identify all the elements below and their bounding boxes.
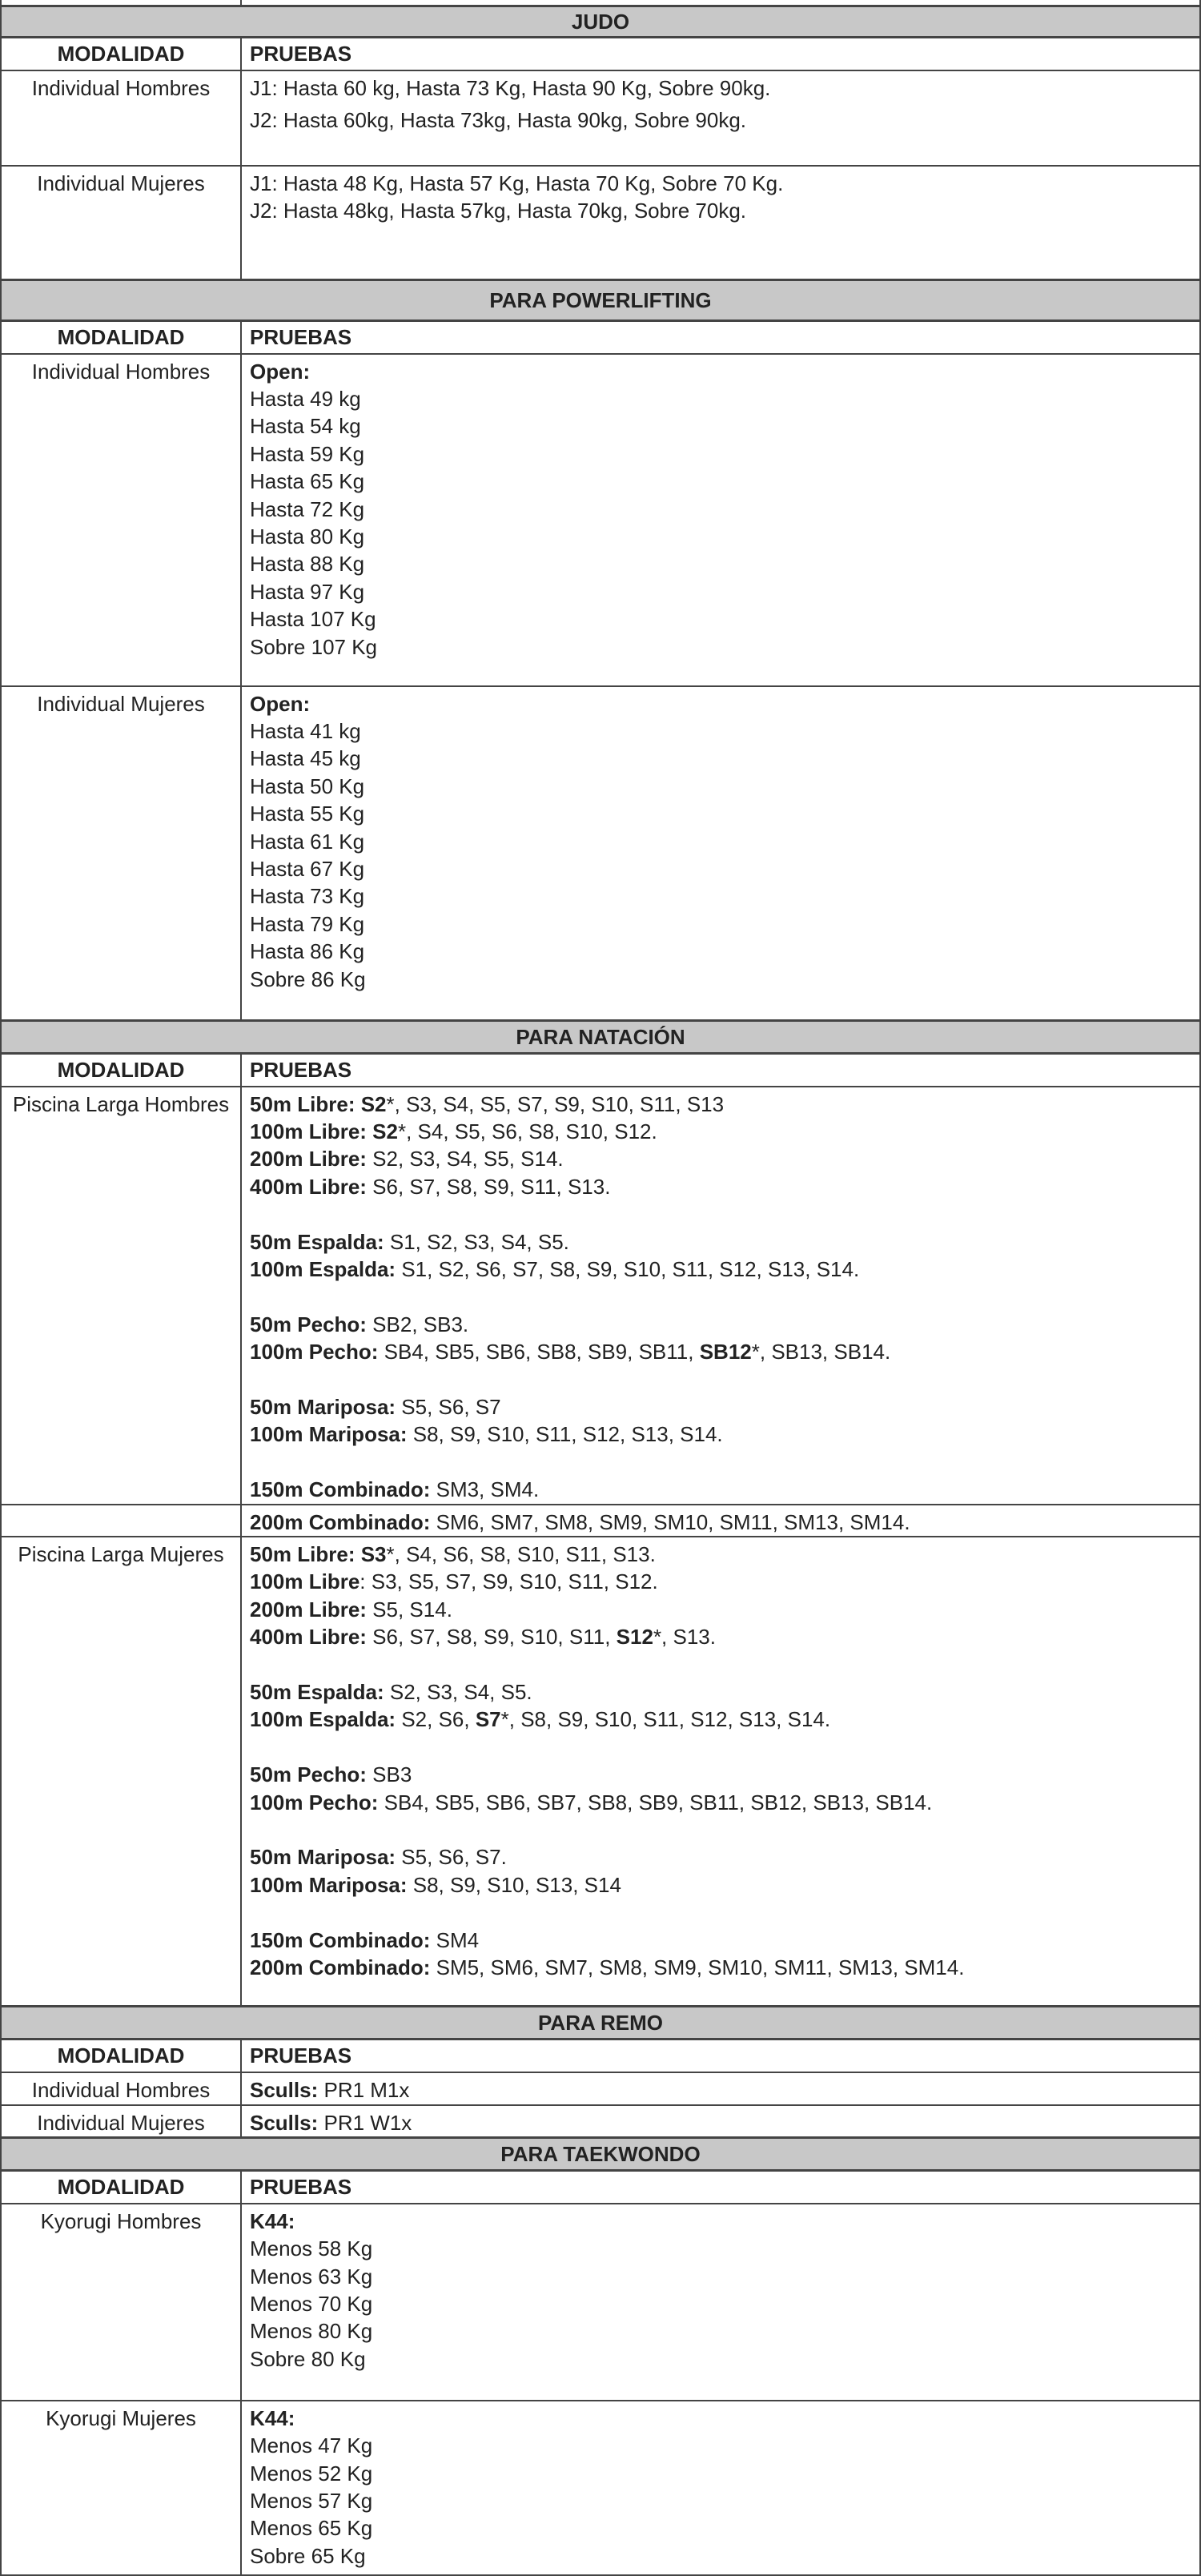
- event-line: [250, 1200, 1191, 1228]
- event-text: SB4, SB5, SB6, SB8, SB9, SB11,: [378, 1340, 700, 1364]
- modalidad-cell: Piscina Larga Mujeres: [1, 1537, 241, 2007]
- modalidad-cell: Piscina Larga Hombres: [1, 1087, 241, 1505]
- event-line: [250, 1228, 1191, 1256]
- previous-row-continuation: [1, 0, 1200, 6]
- event-text: S2, S3, S4, S5.: [384, 1679, 532, 1704]
- table-row: [1, 2401, 1200, 2575]
- event-line: [250, 1734, 1191, 1761]
- event-label: SB12: [699, 1340, 752, 1364]
- event-line: [250, 2432, 1191, 2459]
- event-text: Sobre 65 Kg: [250, 2543, 366, 2568]
- event-line: [250, 1871, 1191, 1899]
- event-label: 200m Combinado:: [250, 1955, 431, 1979]
- event-text: Hasta 67 Kg: [250, 856, 365, 881]
- event-line: [250, 523, 1191, 550]
- section-title: PARA POWERLIFTING: [1, 280, 1200, 321]
- event-line: [250, 1091, 1191, 1118]
- event-text: Hasta 80 Kg: [250, 524, 365, 549]
- section-header-judo: [1, 6, 1200, 38]
- event-label: 100m Mariposa:: [250, 1872, 408, 1897]
- event-line: [250, 1338, 1191, 1365]
- event-text: Menos 65 Kg: [250, 2516, 373, 2541]
- event-line: [250, 1789, 1191, 1816]
- event-line: [250, 605, 1191, 633]
- event-line: [250, 1476, 1191, 1503]
- section-header-para-powerlifting: [1, 280, 1200, 321]
- event-label: 50m Espalda:: [250, 1679, 384, 1704]
- event-line: [250, 745, 1191, 772]
- event-line: [250, 1118, 1191, 1145]
- event-text: *, S3, S4, S5, S7, S9, S10, S11, S13: [386, 1091, 725, 1116]
- event-label: 150m Combinado:: [250, 1477, 431, 1502]
- event-line: [250, 385, 1191, 412]
- table-row: [1, 2204, 1200, 2401]
- pruebas-cell: [241, 354, 1200, 686]
- event-line: [250, 2263, 1191, 2290]
- event-line: [250, 1927, 1191, 1954]
- event-line: [250, 2109, 1191, 2136]
- event-text: SM6, SM7, SM8, SM9, SM10, SM11, SM13, SM14.: [430, 1509, 910, 1534]
- table-row: [1, 2105, 1200, 2138]
- event-line: [250, 882, 1191, 910]
- event-line: [250, 828, 1191, 855]
- event-line: [250, 468, 1191, 495]
- event-text: J2: Hasta 48kg, Hasta 57kg, Hasta 70kg, Sobre 70kg.: [250, 198, 747, 223]
- event-text: J1: Hasta 48 Kg, Hasta 57 Kg, Hasta 70 Kg, Sobre 70 Kg.: [250, 171, 784, 195]
- event-label: S12: [616, 1625, 653, 1650]
- event-line: [250, 2405, 1191, 2432]
- event-line: [250, 1366, 1191, 1393]
- event-text: S2, S3, S4, S5, S14.: [366, 1147, 564, 1171]
- event-line: [250, 633, 1191, 661]
- event-text: S1, S2, S3, S4, S5.: [384, 1229, 569, 1254]
- event-text: S6, S7, S8, S9, S10, S11,: [366, 1625, 617, 1650]
- pruebas-cell: [241, 2204, 1200, 2401]
- column-header-pruebas: PRUEBAS: [241, 2171, 1200, 2204]
- event-line: [250, 1568, 1191, 1595]
- event-line: [250, 1256, 1191, 1283]
- event-label: Open:: [250, 359, 311, 384]
- event-text: SB2, SB3.: [366, 1312, 469, 1336]
- column-header-row: [1, 2171, 1200, 2204]
- pruebas-cell: [241, 166, 1200, 280]
- event-text: Hasta 79 Kg: [250, 911, 365, 936]
- event-label: 50m Mariposa:: [250, 1845, 396, 1870]
- column-header-row: [1, 38, 1200, 70]
- event-line: [250, 1421, 1191, 1448]
- event-text: Hasta 88 Kg: [250, 552, 365, 577]
- event-text: *, S4, S5, S6, S8, S10, S12.: [397, 1119, 657, 1143]
- event-line: [250, 2076, 1191, 2104]
- pruebas-cell: [241, 2072, 1200, 2105]
- table-row: [1, 1537, 1200, 2007]
- section-title: PARA REMO: [1, 2007, 1200, 2040]
- event-label: 50m Pecho:: [250, 1312, 367, 1336]
- event-text: Hasta 86 Kg: [250, 939, 365, 964]
- event-label: 100m Mariposa:: [250, 1422, 408, 1447]
- event-line: [250, 1596, 1191, 1623]
- event-text: Hasta 107 Kg: [250, 607, 376, 632]
- column-header-pruebas: PRUEBAS: [241, 1054, 1200, 1087]
- event-line: [250, 773, 1191, 800]
- cell: [241, 0, 1200, 6]
- pruebas-cell: [241, 1537, 1200, 2007]
- event-line: [250, 1678, 1191, 1706]
- event-text: PR1 W1x: [318, 2110, 412, 2135]
- event-text: J1: Hasta 60 kg, Hasta 73 Kg, Hasta 90 Kg, Sobre 90kg.: [250, 75, 771, 100]
- modalidad-cell: Individual Mujeres: [1, 166, 241, 280]
- section-title: JUDO: [1, 6, 1200, 38]
- event-label: 50m Pecho:: [250, 1762, 367, 1787]
- modalidad-cell: Individual Hombres: [1, 70, 241, 166]
- event-line: [250, 1283, 1191, 1310]
- pruebas-cell: [241, 686, 1200, 1021]
- event-text: Hasta 45 kg: [250, 746, 361, 771]
- event-line: [250, 358, 1191, 385]
- event-label: 100m Espalda:: [250, 1256, 396, 1281]
- event-line: [250, 1393, 1191, 1421]
- event-text: Hasta 72 Kg: [250, 496, 365, 521]
- table-row: [1, 1087, 1200, 1505]
- event-label: 50m Libre: S2: [250, 1091, 387, 1116]
- event-label: 400m Libre:: [250, 1174, 367, 1199]
- event-text: Menos 80 Kg: [250, 2319, 373, 2344]
- event-text: S1, S2, S6, S7, S8, S9, S10, S11, S12, S13, S14.: [396, 1256, 860, 1281]
- event-line: [250, 1623, 1191, 1650]
- event-text: S5, S14.: [366, 1597, 452, 1622]
- event-label: Sculls:: [250, 2077, 319, 2102]
- section-header-para-nataci-n: [1, 1021, 1200, 1054]
- event-line: [250, 440, 1191, 468]
- event-text: Menos 47 Kg: [250, 2433, 373, 2458]
- event-label: S7: [475, 1707, 501, 1732]
- event-text: Hasta 97 Kg: [250, 579, 365, 604]
- event-line: [250, 2514, 1191, 2542]
- event-text: Menos 52 Kg: [250, 2461, 373, 2486]
- event-label: 50m Libre: S3: [250, 1541, 387, 1566]
- event-label: 200m Libre:: [250, 1147, 367, 1171]
- event-text: SM3, SM4.: [430, 1477, 540, 1502]
- event-label: 400m Libre:: [250, 1625, 367, 1650]
- modalidad-cell: Individual Mujeres: [1, 2105, 241, 2138]
- event-text: S8, S9, S10, S11, S12, S13, S14.: [407, 1422, 723, 1447]
- modalidad-cell: Individual Hombres: [1, 354, 241, 686]
- event-text: Hasta 50 Kg: [250, 774, 365, 798]
- event-line: [250, 1509, 1191, 1536]
- event-text: *, SB13, SB14.: [751, 1340, 891, 1364]
- column-header-modalidad: MODALIDAD: [1, 1054, 241, 1087]
- event-line: [250, 1954, 1191, 1981]
- event-line: [250, 1311, 1191, 1338]
- event-line: [250, 170, 1191, 197]
- event-label: 200m Libre:: [250, 1597, 367, 1622]
- event-line: [250, 412, 1191, 440]
- column-header-pruebas: PRUEBAS: [241, 2040, 1200, 2072]
- event-line: [250, 1706, 1191, 1733]
- pruebas-cell: [241, 2105, 1200, 2138]
- column-header-pruebas: PRUEBAS: [241, 321, 1200, 354]
- event-text: Menos 70 Kg: [250, 2292, 373, 2317]
- event-line: [250, 550, 1191, 577]
- event-label: 100m Pecho:: [250, 1340, 379, 1364]
- event-label: Open:: [250, 691, 311, 716]
- event-text: *, S13.: [653, 1625, 716, 1650]
- column-header-modalidad: MODALIDAD: [1, 38, 241, 70]
- event-line: [250, 74, 1191, 102]
- column-header-modalidad: MODALIDAD: [1, 321, 241, 354]
- event-text: Menos 57 Kg: [250, 2489, 373, 2514]
- event-line: [250, 578, 1191, 605]
- event-text: S6, S7, S8, S9, S11, S13.: [366, 1174, 611, 1199]
- event-text: Sobre 86 Kg: [250, 967, 366, 991]
- event-text: S8, S9, S10, S13, S14: [407, 1872, 621, 1897]
- event-label: 100m Pecho:: [250, 1790, 379, 1814]
- event-line: [250, 1651, 1191, 1678]
- pruebas-cell: [241, 1505, 1200, 1537]
- modalidad-cell: Individual Mujeres: [1, 686, 241, 1021]
- event-line: [250, 800, 1191, 827]
- event-text: Hasta 61 Kg: [250, 829, 365, 854]
- column-header-row: [1, 2040, 1200, 2072]
- event-line: [250, 1899, 1191, 1926]
- section-header-para-remo: [1, 2007, 1200, 2040]
- event-line: [250, 910, 1191, 938]
- event-text: Hasta 49 kg: [250, 386, 361, 411]
- column-header-row: [1, 1054, 1200, 1087]
- event-line: [250, 1816, 1191, 1843]
- event-line: [250, 2208, 1191, 2235]
- event-line: [250, 1761, 1191, 1788]
- event-text: *, S8, S9, S10, S11, S12, S13, S14.: [500, 1707, 831, 1732]
- column-header-pruebas: PRUEBAS: [241, 38, 1200, 70]
- event-text: S5, S6, S7: [396, 1394, 501, 1419]
- table-row: [1, 166, 1200, 280]
- event-text: Hasta 41 kg: [250, 718, 361, 743]
- event-text: Menos 63 Kg: [250, 2264, 373, 2289]
- table-row: [1, 70, 1200, 166]
- event-text: Sobre 80 Kg: [250, 2346, 366, 2371]
- event-text: Hasta 73 Kg: [250, 884, 365, 909]
- event-text: *, S4, S6, S8, S10, S11, S13.: [386, 1541, 656, 1566]
- column-header-row: [1, 321, 1200, 354]
- section-header-para-taekwondo: [1, 2138, 1200, 2171]
- event-line: [250, 2487, 1191, 2514]
- column-header-modalidad: MODALIDAD: [1, 2040, 241, 2072]
- event-label: 50m Mariposa:: [250, 1394, 396, 1419]
- event-text: Hasta 55 Kg: [250, 802, 365, 826]
- event-label: 200m Combinado:: [250, 1509, 431, 1534]
- event-text: Hasta 59 Kg: [250, 441, 365, 466]
- event-line: [250, 966, 1191, 993]
- section-title: PARA TAEKWONDO: [1, 2138, 1200, 2171]
- event-line: [250, 496, 1191, 523]
- table-row: [1, 686, 1200, 1021]
- event-line: [250, 855, 1191, 882]
- event-line: [250, 717, 1191, 745]
- event-label: K44:: [250, 2405, 295, 2430]
- pruebas-cell: [241, 70, 1200, 166]
- table-row: [1, 354, 1200, 686]
- pruebas-cell: [241, 2401, 1200, 2575]
- section-title: PARA NATACIÓN: [1, 1021, 1200, 1054]
- event-line: [250, 1145, 1191, 1172]
- event-text: SB4, SB5, SB6, SB7, SB8, SB9, SB11, SB12, SB13, SB14.: [378, 1790, 933, 1814]
- event-line: [250, 2542, 1191, 2570]
- event-text: J2: Hasta 60kg, Hasta 73kg, Hasta 90kg, Sobre 90kg.: [250, 107, 747, 132]
- event-text: : S3, S5, S7, S9, S10, S11, S12.: [359, 1569, 658, 1594]
- modalidad-cell: Individual Hombres: [1, 2072, 241, 2105]
- event-line: [250, 106, 1191, 134]
- event-label: 100m Libre: [250, 1569, 360, 1594]
- modalidad-cell: Kyorugi Hombres: [1, 2204, 241, 2401]
- event-line: [250, 938, 1191, 965]
- event-text: S5, S6, S7.: [396, 1845, 507, 1870]
- event-text: Hasta 54 kg: [250, 414, 361, 439]
- table-row: [1, 1505, 1200, 1537]
- event-line: [250, 2460, 1191, 2487]
- event-text: SM4: [430, 1927, 480, 1952]
- event-line: [250, 2317, 1191, 2345]
- table-row: [1, 2072, 1200, 2105]
- event-label: 100m Espalda:: [250, 1707, 396, 1732]
- pruebas-cell: [241, 1087, 1200, 1505]
- event-line: [250, 1541, 1191, 1568]
- event-label: K44:: [250, 2208, 295, 2233]
- event-label: Sculls:: [250, 2110, 319, 2135]
- event-line: [250, 2290, 1191, 2317]
- event-text: S2, S6,: [396, 1707, 476, 1732]
- event-label: 50m Espalda:: [250, 1229, 384, 1254]
- column-header-modalidad: MODALIDAD: [1, 2171, 241, 2204]
- event-text: SB3: [366, 1762, 412, 1787]
- event-text: SM5, SM6, SM7, SM8, SM9, SM10, SM11, SM13, SM14.: [430, 1955, 965, 1979]
- event-text: Hasta 65 Kg: [250, 469, 365, 494]
- event-line: [250, 690, 1191, 717]
- event-label: 150m Combinado:: [250, 1927, 431, 1952]
- event-line: [250, 1449, 1191, 1476]
- event-label: 100m Libre: S2: [250, 1119, 398, 1143]
- event-line: [250, 197, 1191, 224]
- modalidad-cell: [1, 1505, 241, 1537]
- modalidad-cell: Kyorugi Mujeres: [1, 2401, 241, 2575]
- event-line: [250, 1843, 1191, 1871]
- cell: [1, 0, 241, 6]
- event-line: [250, 2235, 1191, 2262]
- event-text: Menos 58 Kg: [250, 2236, 373, 2261]
- event-text: Sobre 107 Kg: [250, 634, 378, 659]
- event-line: [250, 2345, 1191, 2373]
- event-line: [250, 1173, 1191, 1200]
- event-text: PR1 M1x: [318, 2077, 410, 2102]
